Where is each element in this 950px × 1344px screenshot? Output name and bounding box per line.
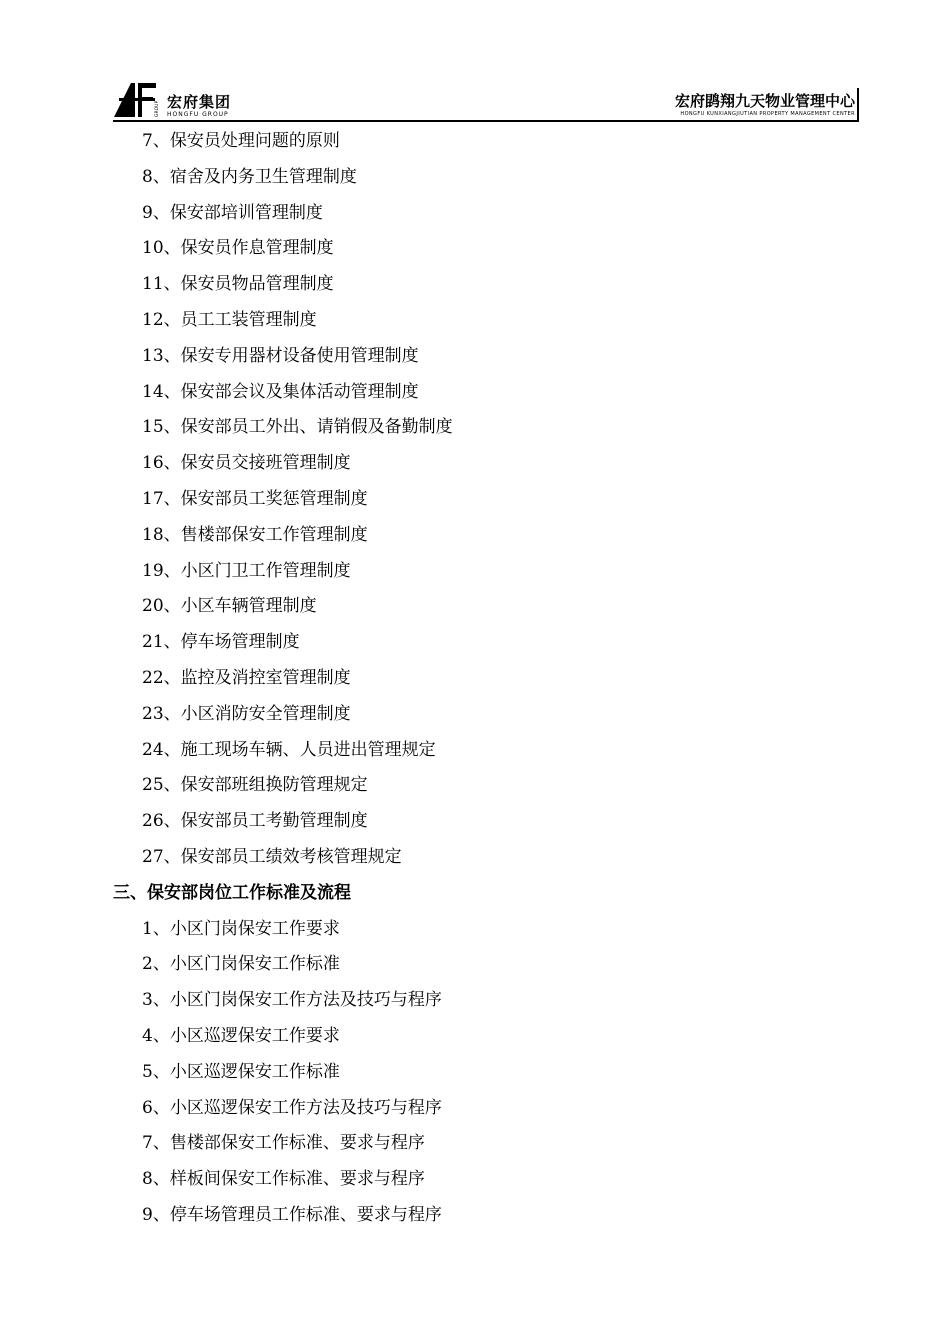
list-item: 9、停车场管理员工作标准、要求与程序 <box>142 1204 442 1225</box>
list-item: 25、保安部班组换防管理规定 <box>142 775 368 796</box>
list-item: 14、保安部会议及集体活动管理制度 <box>142 381 419 402</box>
section-heading: 三、保安部岗位工作标准及流程 <box>113 882 351 903</box>
list-item: 7、保安员处理问题的原则 <box>142 131 340 151</box>
list-item: 22、监控及消控室管理制度 <box>142 667 351 688</box>
list-item: 19、小区门卫工作管理制度 <box>142 560 351 581</box>
header-right-bar <box>857 88 859 120</box>
list-item: 8、宿舍及内务卫生管理制度 <box>142 166 357 187</box>
logo-subtitle: HONGFU GROUP <box>167 111 229 118</box>
list-item: 9、保安部培训管理制度 <box>142 202 323 223</box>
list-item: 18、售楼部保安工作管理制度 <box>142 524 368 545</box>
hongfu-logo-icon <box>113 80 163 118</box>
list-item: 4、小区巡逻保安工作要求 <box>142 1025 340 1046</box>
company-english-name: HONGFU KUNXIANGJIUTIAN PROPERTY MANAGEMENT CENTER <box>680 111 855 117</box>
list-item: 7、售楼部保安工作标准、要求与程序 <box>142 1133 425 1154</box>
list-item: 1、小区门岗保安工作要求 <box>142 918 340 939</box>
logo-title: 宏府集团 <box>167 93 232 111</box>
list-item: 26、保安部员工考勤管理制度 <box>142 811 368 832</box>
header-divider <box>113 120 859 122</box>
list-item: 27、保安部员工绩效考核管理规定 <box>142 846 402 867</box>
list-item: 12、员工工装管理制度 <box>142 309 317 330</box>
list-item: 8、样板间保安工作标准、要求与程序 <box>142 1169 425 1190</box>
list-item: 13、保安专用器材设备使用管理制度 <box>142 345 419 366</box>
company-name: 宏府鹍翔九天物业管理中心 <box>674 92 855 110</box>
page-header <box>113 78 859 122</box>
list-item: 11、保安员物品管理制度 <box>142 274 334 295</box>
list-item: 21、停车场管理制度 <box>142 632 300 653</box>
list-item: 10、保安员作息管理制度 <box>142 238 334 259</box>
list-item: 15、保安部员工外出、请销假及备勤制度 <box>142 417 453 438</box>
list-item: 16、保安员交接班管理制度 <box>142 453 351 474</box>
list-item: 17、保安部员工奖惩管理制度 <box>142 488 368 509</box>
list-item: 2、小区门岗保安工作标准 <box>142 954 340 975</box>
list-item: 24、施工现场车辆、人员进出管理规定 <box>142 739 436 760</box>
list-item: 3、小区门岗保安工作方法及技巧与程序 <box>142 990 442 1011</box>
logo-mark-text: GROUP <box>155 100 160 117</box>
list-item: 6、小区巡逻保安工作方法及技巧与程序 <box>142 1097 442 1118</box>
list-item: 5、小区巡逻保安工作标准 <box>142 1061 340 1082</box>
list-item: 23、小区消防安全管理制度 <box>142 703 351 724</box>
document-body <box>113 124 859 1234</box>
list-item: 20、小区车辆管理制度 <box>142 596 317 617</box>
